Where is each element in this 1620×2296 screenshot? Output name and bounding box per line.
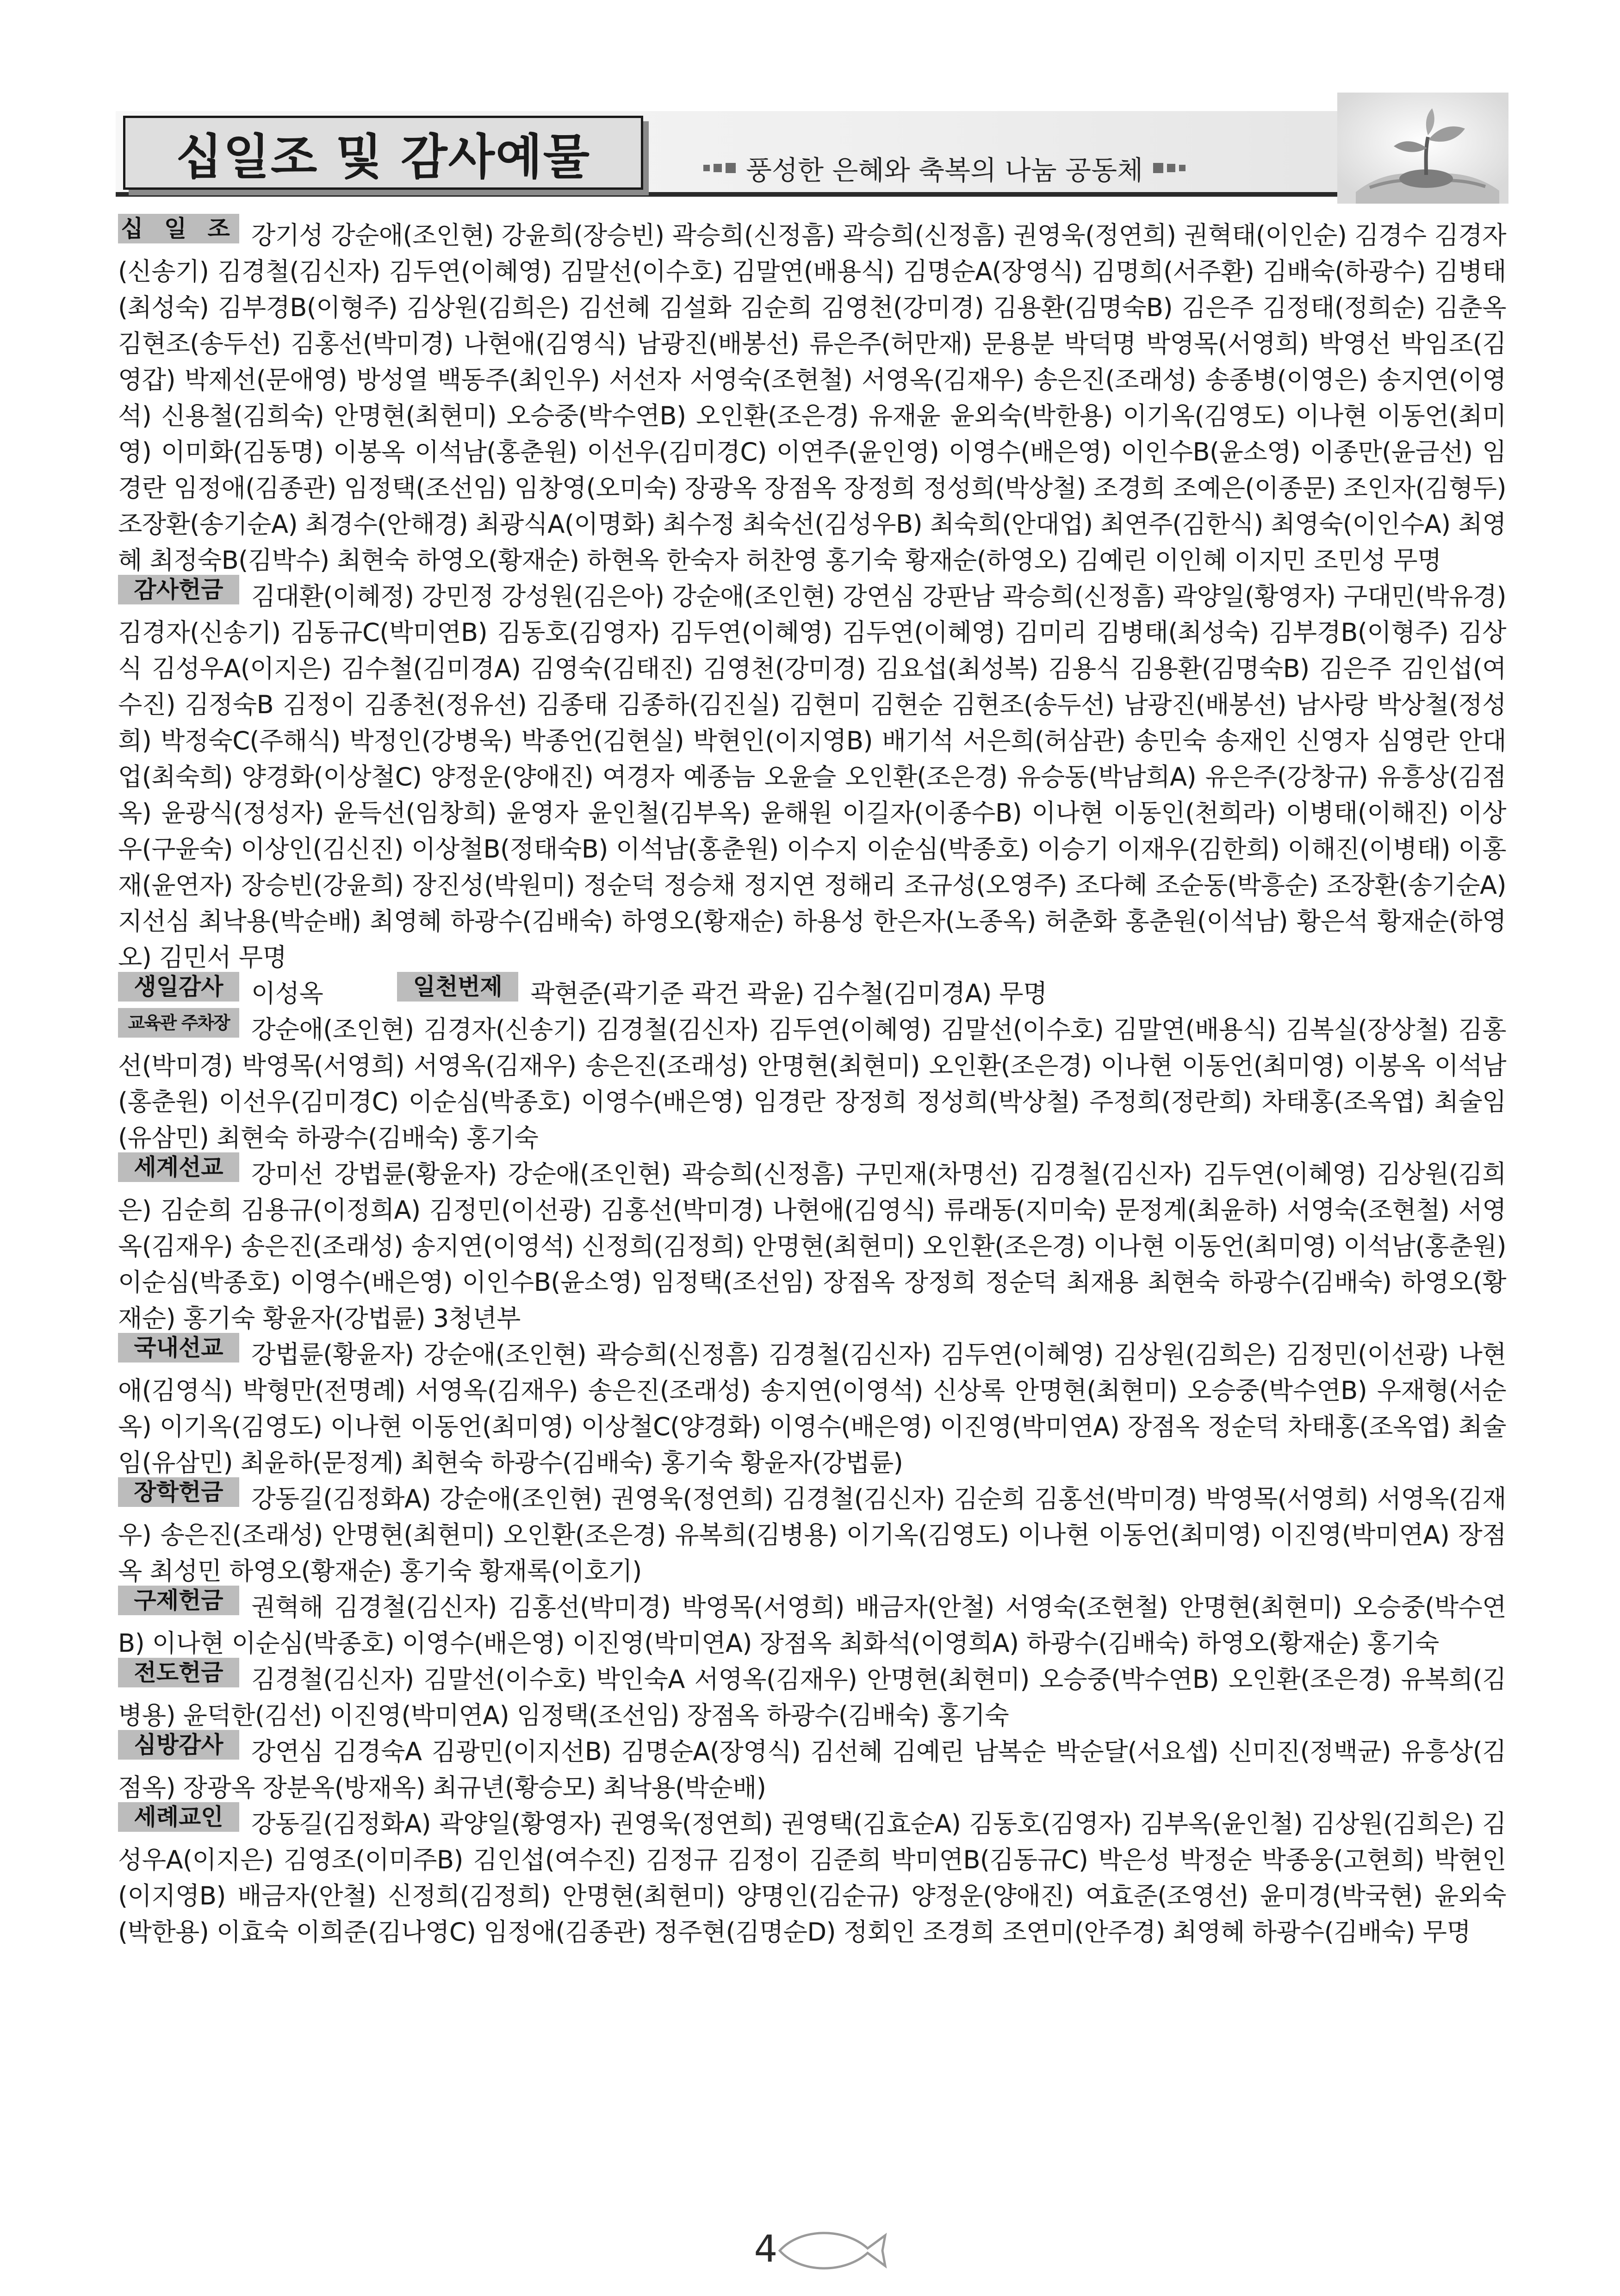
section-label: 일천번제 bbox=[397, 972, 518, 1002]
name-list: 권혁해 김경철(김신자) 김홍선(박미경) 박영목(서영희) 배금자(안철) 서영숙(조현철) 안명현(최현미) 오승중(박수연B) 이나현 이순심(박종호) 이영수(배은영) 이진영(박미연A) 장점옥 최화석(이영희A) 하광수(김배숙) 하영오(황재순) 홍기숙 bbox=[118, 1593, 1506, 1658]
name-list: 강동길(김정화A) 곽양일(황영자) 권영욱(정연희) 권영택(김효순A) 김동호(김영자) 김부옥(윤인철) 김상원(김희은) 김성우A(이지은) 김영조(이미주B) 김인섭(여수진) 김정규 김정이 김준희 박미연B(김동규C) 박은성 박정순 박종웅(고현희) 박현인(이지영B) 배금자(안철) 신정희(김정희) 안명현(최현미) 양명인(김순규) 양정운(양애진) 여효준(조영선) 윤미경(박국현) 윤외숙(박한용) 이효숙 이희준(김나영C) 임정애(김종관) 정주현(김명순D) 정회인 조경희 조연미(안주경) 최영혜 하광수(김배숙) 무명 bbox=[118, 1809, 1506, 1947]
name-list: 강순애(조인현) 김경자(신송기) 김경철(김신자) 김두연(이혜영) 김말선(이수호) 김말연(배용식) 김복실(장상철) 김홍선(박미경) 박영목(서영희) 서영옥(김재우) 송은진(조래성) 안명현(최현미) 오인환(조은경) 이나현 이동언(최미영) 이봉옥 이석남(홍춘원) 이선우(김미경C) 이순심(박종호) 이영수(배은영) 임경란 장정희 정성희(박상철) 주정희(정란희) 차태홍(조옥엽) 최술임(유삼민) 최현숙 하광수(김배숙) 홍기숙 bbox=[118, 1015, 1506, 1152]
tagline-text: 풍성한 은혜와 축복의 나눔 공동체 bbox=[746, 155, 1143, 186]
tagline bbox=[703, 147, 1186, 189]
name-list: 강연심 김경숙A 김광민(이지선B) 김명순A(장영식) 김선혜 김예린 남복순 박순달(서요셉) 신미진(정백균) 유흥상(김점옥) 장광옥 장분옥(방재옥) 최규년(황승모) 최낙용(박순배) bbox=[118, 1737, 1506, 1802]
name-list: 김경철(김신자) 김말선(이수호) 박인숙A 서영옥(김재우) 안명현(최현미) 오승중(박수연B) 오인환(조은경) 유복희(김병용) 윤덕한(김선) 이진영(박미연A) 임정택(조선임) 장점옥 하광수(김배숙) 홍기숙 bbox=[118, 1665, 1506, 1730]
section-tithe bbox=[118, 215, 1506, 579]
section-thanksgiving bbox=[118, 576, 1506, 976]
section-label: 세계선교 bbox=[118, 1152, 239, 1182]
section-birthday-ilcheon bbox=[118, 973, 1506, 1012]
name-list: 김대환(이혜정) 강민정 강성원(김은아) 강순애(조인현) 강연심 강판남 곽승희(신정흠) 곽양일(황영자) 구대민(박유경) 김경자(신송기) 김동규C(박미연B) 김동호(김영자) 김두연(이혜영) 김두연(이혜영) 김미리 김병태(최성숙) 김부경B(이형주) 김상식 김성우A(이지은) 김수철(김미경A) 김영숙(김태진) 김영천(강미경) 김요섭(최성복) 김용식 김용환(김명숙B) 김은주 김인섭(여수진) 김정숙B 김정이 김종천(정유선) 김종태 김종하(김진실) 김현미 김현순 김현조(송두선) 남광진(배봉선) 남사랑 박상철(정성희) 박정숙C(주해식) 박정인(강병욱) 박종언(김현실) 박현인(이지영B) 배기석 서은희(허삼관) 송민숙 송재인 신영자 심영란 안대업(최숙희) 양경화(이상철C) 양정운(양애진) 여경자 예종늠 오윤슬 오인환(조은경) 유승동(박남희A) 유은주(강창규) 유흥상(김점옥) 윤광식(정성자) 윤득선(임창희) 윤영자 윤인철(김부옥) 윤해원 이길자(이종수B) 이나현 이동인(천희라) 이병태(이해진) 이상우(구윤숙) 이상인(김신진) 이상철B(정태숙B) 이석남(홍춘원) 이수지 이순심(박종호) 이승기 이재우(김한희) 이해진(이병태) 이홍재(윤연자) 장승빈(강윤희) 장진성(박원미) 정순덕 정승채 정지연 정해리 조규성(오영주) 조다혜 조순동(박흥순) 조장환(송기순A) 지선심 최낙용(박순배) 최영혜 하광수(김배숙) 하영오(황재순) 하용성 한은자(노종옥) 허춘화 홍춘원(이석남) 황은석 황재순(하영오) 김민서 무명 bbox=[118, 582, 1506, 972]
section-label: 세례교인 bbox=[118, 1802, 239, 1832]
section-label: 장학헌금 bbox=[118, 1477, 239, 1507]
hands-plant-icon bbox=[1337, 93, 1508, 204]
section-education bbox=[118, 1012, 1506, 1156]
section-label: 감사헌금 bbox=[118, 575, 239, 604]
section-label: 국내선교 bbox=[118, 1333, 239, 1363]
section-label: 생일감사 bbox=[118, 972, 239, 1002]
section-evangelism bbox=[118, 1661, 1506, 1734]
section-domestic-mission bbox=[118, 1334, 1506, 1481]
name-list: 곽현준(곽기준 곽건 곽윤) 김수철(김미경A) 무명 bbox=[530, 979, 1047, 1008]
name-list: 이성옥 bbox=[251, 979, 323, 1008]
name-list: 강법륜(황윤자) 강순애(조인현) 곽승희(신정흠) 김경철(김신자) 김두연(이혜영) 김상원(김희은) 김정민(이선광) 나현애(김영식) 박형만(전명례) 서영옥(김재우) 송은진(조래성) 송지연(이영석) 신상록 안명현(최현미) 오승중(박수연B) 우재형(서순옥) 이기옥(김영도) 이나현 이동언(최미영) 이상철C(양경화) 이영수(배은영) 이진영(박미연A) 장점옥 정순덕 차태홍(조옥엽) 최술임(유삼민) 최윤하(문정계) 최현숙 하광수(김배숙) 홍기숙 황윤자(강법륜) bbox=[118, 1340, 1506, 1477]
section-label: 구제헌금 bbox=[118, 1586, 239, 1615]
page-number: 4 bbox=[754, 2228, 778, 2271]
title-box bbox=[123, 116, 643, 190]
name-list: 강미선 강법륜(황윤자) 강순애(조인현) 곽승희(신정흠) 구민재(차명선) 김경철(김신자) 김두연(이혜영) 김상원(김희은) 김순희 김용규(이정희A) 김정민(이선광) 김홍선(박미경) 나현애(김영식) 류래동(지미숙) 문정계(최윤하) 서영숙(조현철) 서영옥(김재우) 송은진(조래성) 송지연(이영석) 신정희(김정희) 안명현(최현미) 오인환(조은경) 이나현 이동언(최미영) 이석남(홍춘원) 이순심(박종호) 이영수(배은영) 이인수B(윤소영) 임정택(조선임) 장점옥 장정희 정순덕 최재용 최현숙 하광수(김배숙) 하영오(황재순) 홍기숙 황윤자(강법륜) 3청년부 bbox=[118, 1159, 1506, 1333]
name-list: 강동길(김정화A) 강순애(조인현) 권영욱(정연희) 김경철(김신자) 김순희 김홍선(박미경) 박영목(서영희) 서영옥(김재우) 송은진(조래성) 안명현(최현미) 오인환(조은경) 유복희(김병용) 이기옥(김영도) 이나현 이동언(최미영) 이진영(박미연A) 장점옥 최성민 하영오(황재순) 홍기숙 황재록(이호기) bbox=[118, 1484, 1506, 1586]
section-scholarship bbox=[118, 1481, 1506, 1589]
section-label: 십 일 조 bbox=[118, 214, 239, 243]
name-list: 강기성 강순애(조인현) 강윤희(장승빈) 곽승희(신정흠) 곽승희(신정흠) 권영욱(정연희) 권혁태(이인순) 김경수 김경자(신송기) 김경철(김신자) 김두연(이혜영) 김말선(이수호) 김말연(배용식) 김명순A(장영식) 김명희(서주환) 김배숙(하광수) 김병태(최성숙) 김부경B(이형주) 김상원(김희은) 김선혜 김설화 김순희 김영천(강미경) 김용환(김명숙B) 김은주 김정태(정희순) 김춘옥 김현조(송두선) 김홍선(박미경) 나현애(김영식) 남광진(배봉선) 류은주(허만재) 문용분 박덕명 박영목(서영희) 박영선 박임조(김영갑) 박제선(문애영) 방성열 백동주(최인우) 서선자 서영숙(조현철) 서영옥(김재우) 송은진(조래성) 송종병(이영은) 송지연(이영석) 신용철(김희숙) 안명현(최현미) 오승중(박수연B) 오인환(조은경) 유재윤 윤외숙(박한용) 이기옥(김영도) 이나현 이동언(최미영) 이미화(김동명) 이봉옥 이석남(홍춘원) 이선우(김미경C) 이연주(윤인영) 이영수(배은영) 이인수B(윤소영) 이종만(윤금선) 임경란 임정애(김종관) 임정택(조선임) 임창영(오미숙) 장광옥 장점옥 장정희 정성희(박상철) 조경희 조예은(이종문) 조인자(김형두) 조장환(송기순A) 최경수(안해경) 최광식A(이명화) 최수정 최숙선(김성우B) 최숙희(안대업) 최연주(김한식) 최영숙(이인수A) 최영혜 최정숙B(김박수) 최현숙 하영오(황재순) 하현옥 한숙자 허찬영 홍기숙 황재순(하영오) 김예린 이인혜 이지민 조민성 무명 bbox=[118, 221, 1506, 575]
section-label: 전도헌금 bbox=[118, 1658, 239, 1687]
section-baptism bbox=[118, 1806, 1506, 1950]
header-rule bbox=[116, 192, 1337, 197]
tagline-right-squares-icon bbox=[1153, 163, 1186, 173]
section-world-mission bbox=[118, 1156, 1506, 1337]
offering-list bbox=[118, 215, 1506, 1950]
section-relief bbox=[118, 1589, 1506, 1661]
page-title: 십일조 및 감사예물 bbox=[175, 129, 591, 185]
section-label: 심방감사 bbox=[118, 1730, 239, 1760]
section-label: 교육관 주차장 bbox=[118, 1008, 239, 1038]
tagline-left-squares-icon bbox=[703, 163, 736, 173]
fish-icon bbox=[775, 2230, 888, 2271]
section-visitation bbox=[118, 1731, 1506, 1806]
page-header bbox=[116, 93, 1508, 213]
page-footer bbox=[731, 2226, 888, 2272]
